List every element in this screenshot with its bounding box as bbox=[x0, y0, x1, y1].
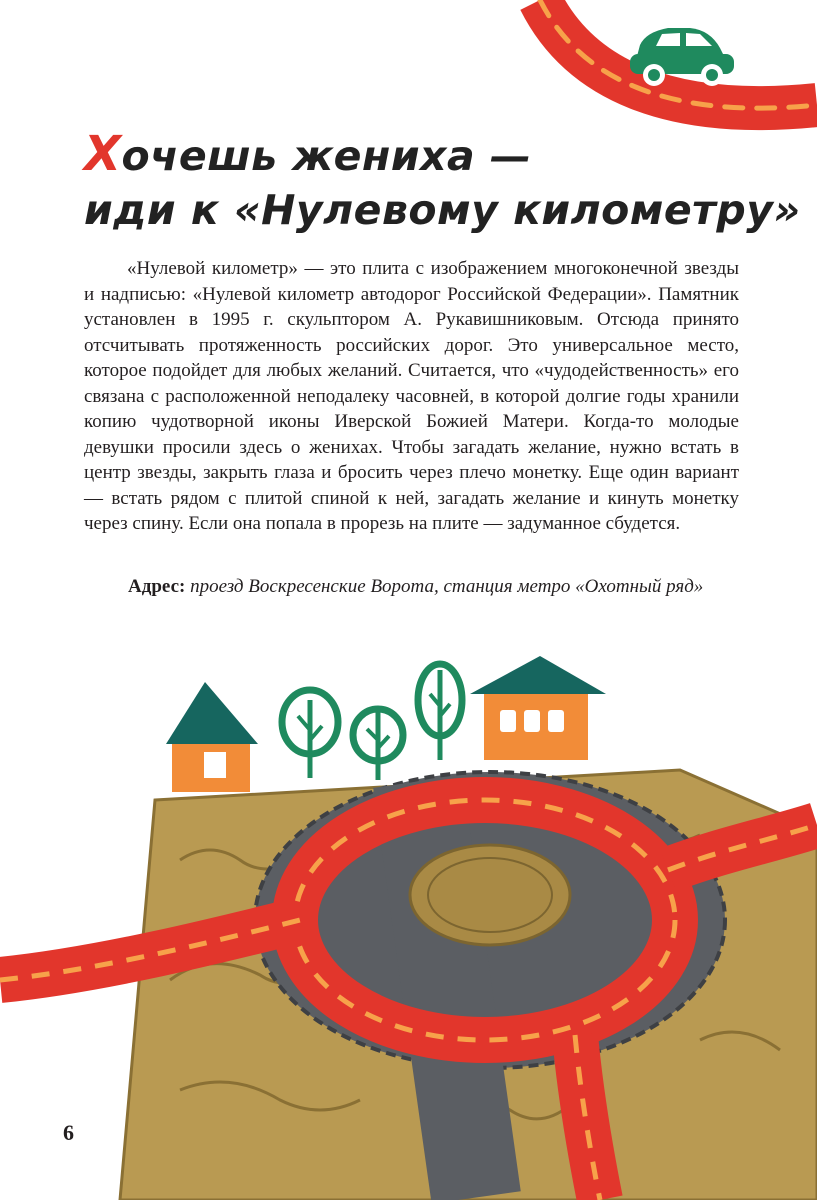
decorative-road-with-car bbox=[520, 0, 817, 140]
tree-icon-2 bbox=[353, 709, 403, 780]
house-icon-right bbox=[470, 656, 606, 760]
address-label: Адрес: bbox=[128, 576, 186, 597]
page-title bbox=[84, 126, 801, 237]
tree-icon-1 bbox=[282, 690, 338, 778]
body-paragraph: «Нулевой километр» — это плита с изображением многоконечной звезды и надписью: «Нулевой километр автодорог Российской Федерации». Памятник установлен в 1995 г. скульптором А. Рукавишниковым. Отсюда принято отсчитывать протяженность российских дорог. Это универсальное место, которое подойдет для любых желаний. Считается, что «чудодейственность» его связана с расположенной неподалеку часовней, в которой долгие годы хранили копию чудотворной иконы Иверской Божией Матери. Когда-то молодые девушки просили здесь о женихах. Чтобы загадать желание, нужно встать в центр звезды, закрыть глаза и бросить через плечо монетку. Еще один вариант — встать рядом с плитой спиной к ней, загадать желание и кинуть монетку через спину. Если она попала в прорезь на плите — задуманное сбудется. bbox=[84, 258, 739, 534]
car-icon bbox=[630, 28, 734, 86]
title-line-2: иди к «Нулевому километру» bbox=[84, 186, 801, 235]
house-icon-left bbox=[166, 682, 258, 792]
title-initial-letter: Х bbox=[84, 126, 122, 183]
title-line-1: очешь жениха — bbox=[121, 132, 532, 181]
address-line bbox=[128, 574, 768, 599]
star-medallion bbox=[410, 845, 570, 945]
page-number: 6 bbox=[63, 1120, 74, 1145]
address-value: проезд Воскресенские Ворота, станция метро «Охотный ряд» bbox=[190, 576, 704, 597]
zero-kilometer-illustration bbox=[0, 640, 817, 1200]
tree-icon-3 bbox=[418, 664, 462, 760]
